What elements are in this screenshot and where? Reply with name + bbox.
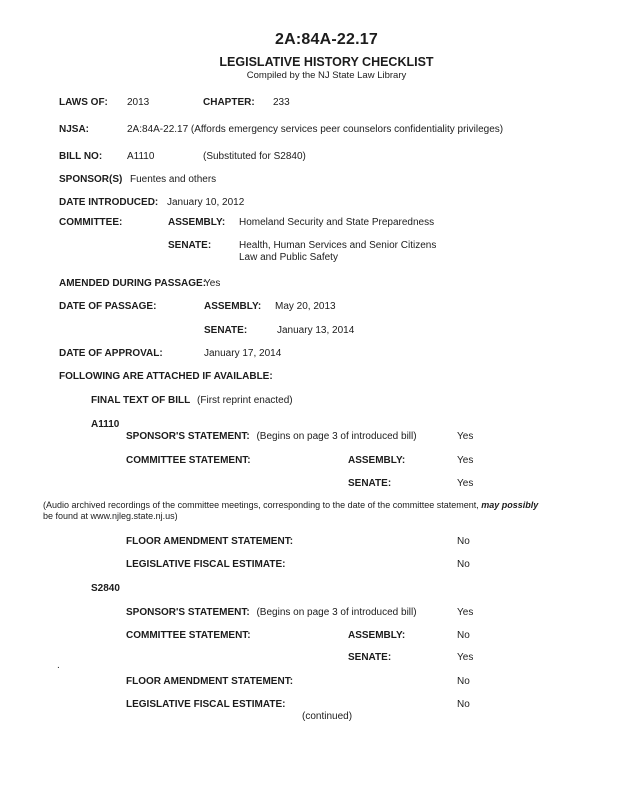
njsa-value: 2A:84A-22.17 (Affords emergency services peer counselors confidentiality privileges) bbox=[127, 124, 504, 135]
s2840-sponsors-statement-value: Yes bbox=[457, 607, 474, 618]
a1110-floor-amendment-label: FLOOR AMENDMENT STATEMENT: bbox=[126, 536, 294, 547]
a1110-committee-senate-label: SENATE: bbox=[348, 478, 392, 489]
s2840-committee-senate-value: Yes bbox=[457, 652, 474, 663]
s2840-fiscal-estimate-label: LEGISLATIVE FISCAL ESTIMATE: bbox=[126, 699, 286, 710]
statute-number: 2A:84A-22.17 bbox=[275, 31, 378, 48]
sponsors-value: Fuentes and others bbox=[130, 174, 217, 185]
final-text-note: (First reprint enacted) bbox=[197, 395, 293, 406]
chapter-label: CHAPTER: bbox=[203, 97, 255, 108]
a1110-sponsors-statement-row bbox=[126, 431, 417, 443]
attachments-heading: FOLLOWING ARE ATTACHED IF AVAILABLE: bbox=[59, 371, 273, 382]
audio-note-line1-text: (Audio archived recordings of the committee meetings, corresponding to the date of the committee statement, bbox=[43, 500, 482, 510]
s2840-sponsors-statement-note: (Begins on page 3 of introduced bill) bbox=[256, 607, 417, 618]
passage-senate-label: SENATE: bbox=[204, 325, 248, 336]
audio-note-line1 bbox=[43, 500, 538, 511]
laws-of-value: 2013 bbox=[127, 97, 150, 108]
laws-of-label: LAWS OF: bbox=[59, 97, 108, 108]
passage-assembly-label: ASSEMBLY: bbox=[204, 301, 262, 312]
a1110-sponsors-statement-value: Yes bbox=[457, 431, 474, 442]
committee-assembly-label: ASSEMBLY: bbox=[168, 217, 226, 228]
amended-value: Yes bbox=[204, 278, 221, 289]
a1110-fiscal-estimate-label: LEGISLATIVE FISCAL ESTIMATE: bbox=[126, 559, 286, 570]
committee-senate-value-line2: Law and Public Safety bbox=[239, 252, 338, 263]
s2840-sponsors-statement-label: SPONSOR'S STATEMENT: bbox=[126, 607, 250, 618]
a1110-committee-statement-label: COMMITTEE STATEMENT: bbox=[126, 455, 251, 466]
passage-assembly-value: May 20, 2013 bbox=[275, 301, 336, 312]
a1110-committee-assembly-label: ASSEMBLY: bbox=[348, 455, 406, 466]
date-introduced-value: January 10, 2012 bbox=[167, 197, 245, 208]
compiled-by-line: Compiled by the NJ State Law Library bbox=[246, 70, 407, 81]
committee-label: COMMITTEE: bbox=[59, 217, 123, 228]
date-of-passage-label: DATE OF PASSAGE: bbox=[59, 301, 157, 312]
bill-no-label: BILL NO: bbox=[59, 151, 103, 162]
final-text-label: FINAL TEXT OF BILL bbox=[91, 395, 191, 406]
date-introduced-label: DATE INTRODUCED: bbox=[59, 197, 159, 208]
page-title: LEGISLATIVE HISTORY CHECKLIST bbox=[219, 55, 434, 69]
bill-no-note: (Substituted for S2840) bbox=[203, 151, 306, 162]
a1110-sponsors-statement-label: SPONSOR'S STATEMENT: bbox=[126, 431, 250, 442]
a1110-fiscal-estimate-value: No bbox=[457, 559, 470, 570]
s2840-floor-amendment-value: No bbox=[457, 676, 470, 687]
s2840-committee-assembly-value: No bbox=[457, 630, 470, 641]
sponsors-label: SPONSOR(S) bbox=[59, 174, 123, 185]
audio-note-line2: be found at www.njleg.state.nj.us) bbox=[43, 511, 178, 521]
s2840-fiscal-estimate-value: No bbox=[457, 699, 470, 710]
committee-assembly-value: Homeland Security and State Preparedness bbox=[239, 217, 435, 228]
bill-a1110-heading: A1110 bbox=[91, 419, 120, 430]
bill-s2840-heading: S2840 bbox=[91, 583, 120, 594]
bill-no-value: A1110 bbox=[127, 151, 155, 162]
njsa-label: NJSA: bbox=[59, 124, 90, 135]
s2840-sponsors-statement-row bbox=[126, 607, 417, 619]
continued-marker: (continued) bbox=[302, 711, 353, 722]
audio-note-emphasis: may possibly bbox=[481, 500, 539, 510]
committee-senate-label: SENATE: bbox=[168, 240, 212, 251]
a1110-floor-amendment-value: No bbox=[457, 536, 470, 547]
amended-label: AMENDED DURING PASSAGE: bbox=[59, 278, 207, 289]
date-of-approval-value: January 17, 2014 bbox=[204, 348, 282, 359]
final-text-row bbox=[91, 395, 293, 407]
a1110-committee-senate-value: Yes bbox=[457, 478, 474, 489]
s2840-committee-assembly-label: ASSEMBLY: bbox=[348, 630, 406, 641]
passage-senate-value: January 13, 2014 bbox=[277, 325, 355, 336]
chapter-value: 233 bbox=[273, 97, 290, 108]
s2840-floor-amendment-label: FLOOR AMENDMENT STATEMENT: bbox=[126, 676, 294, 687]
scan-artifact-dot: . bbox=[57, 660, 60, 671]
committee-senate-value-line1: Health, Human Services and Senior Citizens bbox=[239, 240, 437, 251]
s2840-committee-senate-label: SENATE: bbox=[348, 652, 392, 663]
s2840-committee-statement-label: COMMITTEE STATEMENT: bbox=[126, 630, 251, 641]
a1110-committee-assembly-value: Yes bbox=[457, 455, 474, 466]
a1110-sponsors-statement-note: (Begins on page 3 of introduced bill) bbox=[256, 431, 417, 442]
date-of-approval-label: DATE OF APPROVAL: bbox=[59, 348, 163, 359]
